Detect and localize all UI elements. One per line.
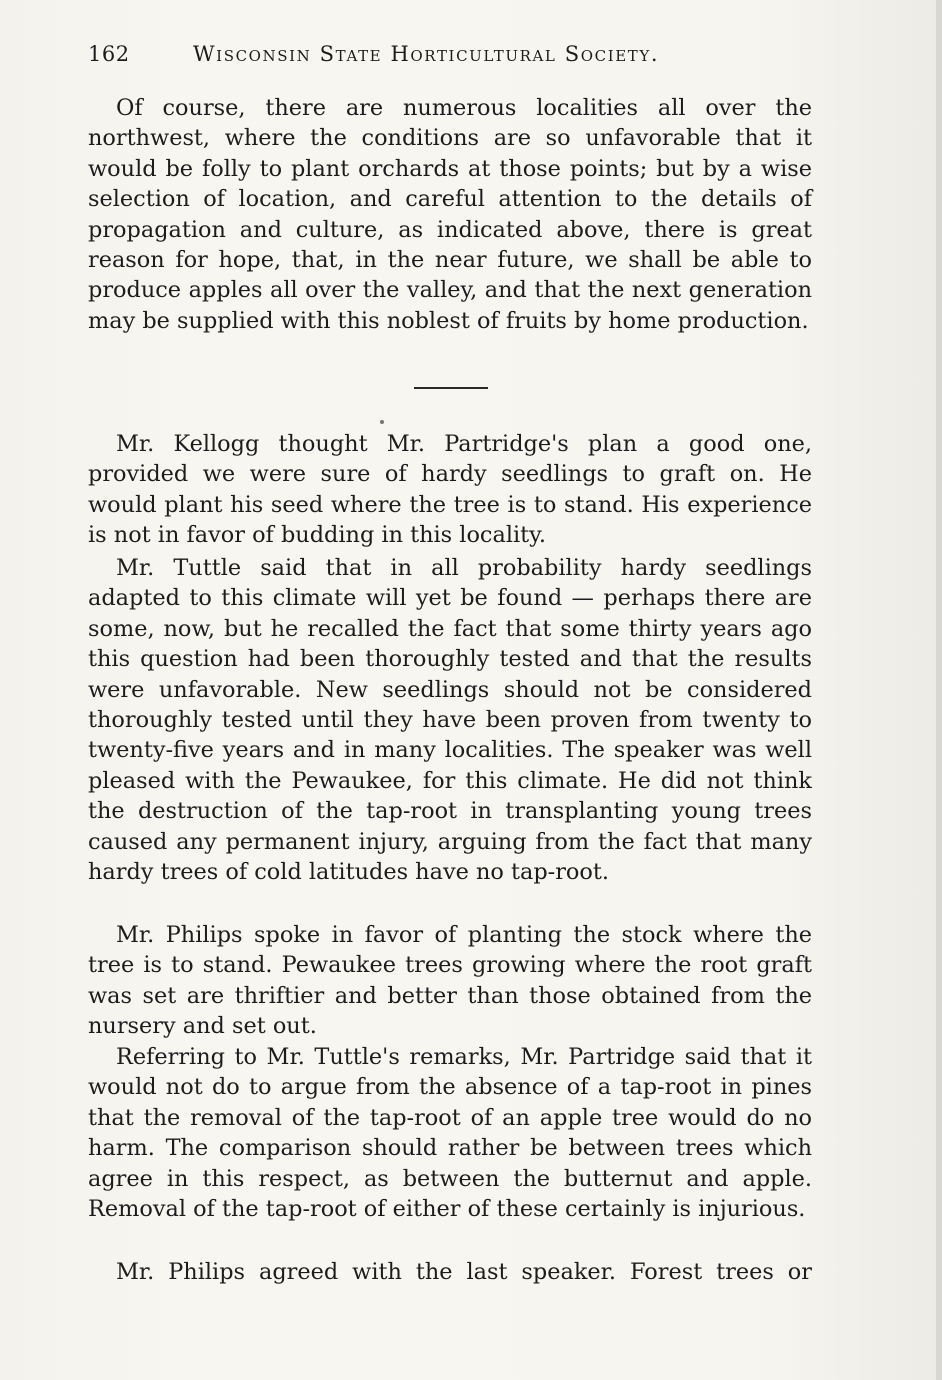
paragraph-philips-agreement: Mr. Philips agreed with the last speaker. Forest trees or bbox=[116, 1259, 812, 1285]
page-header bbox=[88, 42, 808, 76]
section-divider bbox=[414, 387, 488, 389]
page-edge bbox=[936, 0, 942, 1380]
paragraph-conclusion: Of course, there are numerous localities all over the northwest, where the conditions are so unfavorable that it would be folly to plant orchards at those points; but by a wise selection of location, and careful attention to the details of propagation and culture, as indicated above, there is great reason for hope, that, in the near future, we shall be able to produce apples all over the valley, and that the next generation may be supplied with this noblest of fruits by home production. bbox=[88, 95, 812, 334]
paragraph-partridge: Referring to Mr. Tuttle's remarks, Mr. Partridge said that it would not do to argue from the absence of a tap-root in pines that the removal of the tap-root of an apple tree would do no harm. The comparison should rather be between trees which agree in this respect, as between the butternut and apple. Removal of the tap-root of either of these certainly is injurious. bbox=[88, 1044, 812, 1223]
paragraph-philips: Mr. Philips spoke in favor of planting the stock where the tree is to stand. Pewaukee trees growing where the root graft was set are thriftier and better than those obtained from the nursery and set out. bbox=[88, 922, 812, 1040]
paragraph-kellogg: Mr. Kellogg thought Mr. Partridge's plan a good one, provided we were sure of hardy seedlings to graft on. He would plant his seed where the tree is to stand. His experience is not in favor of budding in this locality. bbox=[88, 431, 812, 549]
ink-speck bbox=[380, 420, 384, 424]
running-head: Wisconsin State Horticultural Society. bbox=[193, 42, 660, 66]
page-number: 162 bbox=[88, 42, 130, 66]
paragraph-tuttle: Mr. Tuttle said that in all probability hardy seedlings adapted to this climate will yet be found — perhaps there are some, now, but he recalled the fact that some thirty years ago this question had been thoroughly tested and that the results were unfavorable. New seedlings should not be considered thoroughly tested until they have been proven from twenty to twenty-five years and in many localities. The speaker was well pleased with the Pewaukee, for this climate. He did not think the destruction of the tap-root in transplanting young trees caused any permanent injury, arguing from the fact that many hardy trees of cold latitudes have no tap-root. bbox=[88, 555, 812, 886]
